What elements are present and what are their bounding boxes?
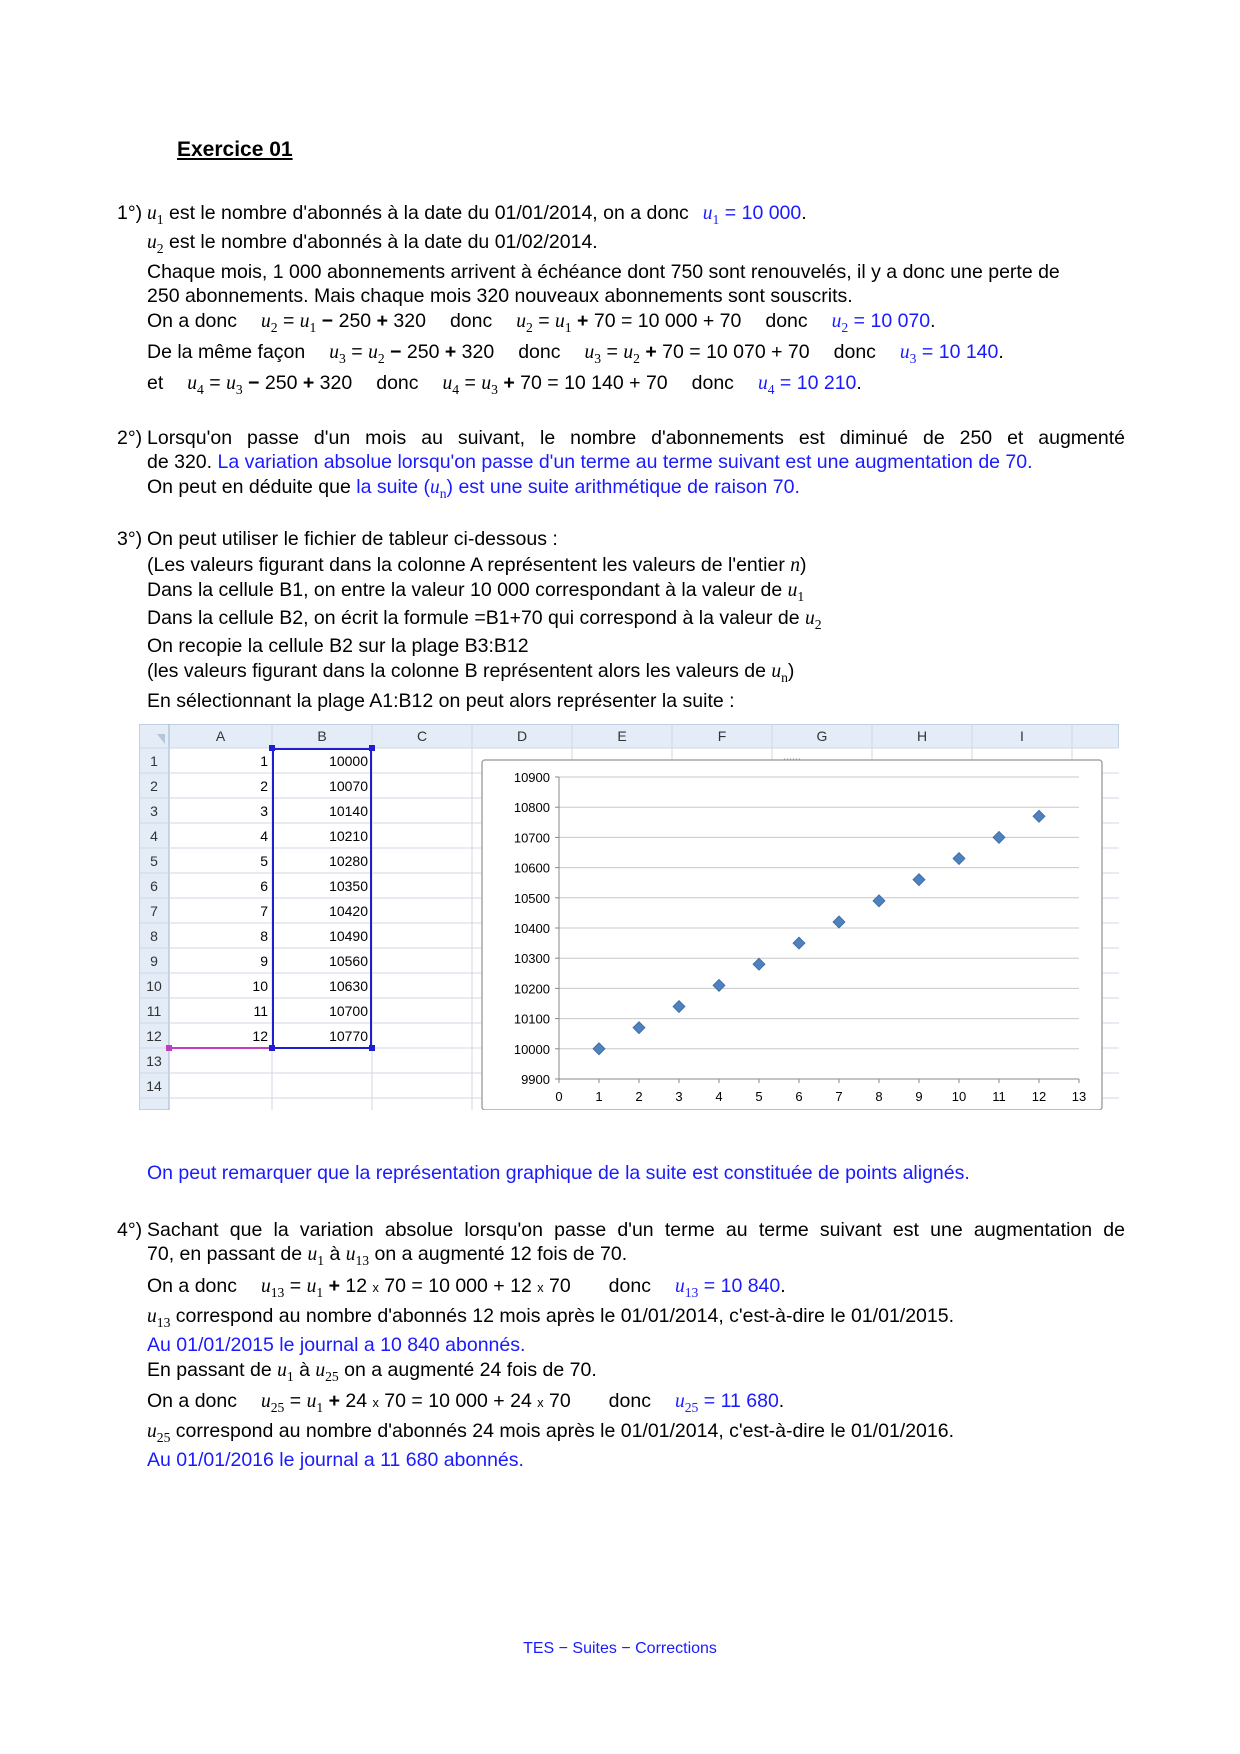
column-header-G: G (816, 728, 828, 744)
cell-a11: 11 (253, 1003, 268, 1019)
q3-line-2: (Les valeurs figurant dans la colonne A représentent les valeurs de l'entier n) (147, 554, 807, 576)
q3-number: 3°) (117, 528, 143, 550)
chart-frame (482, 760, 1102, 1110)
q1-line-4: 250 abonnements. Mais chaque mois 320 nouveaux abonnements sont souscrits. (147, 285, 853, 307)
q4-line-3: On a donc $u_{13} = u_1 + 12$ x 70 = 10 000 + 12 x 70 donc $u_{13} = 10$ 840. (147, 1275, 786, 1300)
y-tick-label: 10800 (513, 800, 550, 816)
selection-handle (269, 745, 275, 751)
row-header-8: 8 (150, 928, 158, 944)
selection-handle (369, 1045, 375, 1051)
cell-b12: 10770 (329, 1028, 368, 1044)
y-tick-label: 10100 (513, 1011, 550, 1027)
q4-line-8: $u_{25}$ correspond au nombre d'abonnés 24 mois après le 01/01/2014, c'est-à-dire le 01/01/2016. (147, 1420, 955, 1445)
spreadsheet-screenshot (139, 724, 1119, 1110)
cell-a8: 8 (260, 928, 268, 944)
cell-b5: 10280 (329, 853, 368, 869)
x-tick-label: 1 (595, 1089, 603, 1104)
y-tick-label: 10600 (513, 860, 550, 876)
column-header-C: C (416, 728, 428, 744)
x-tick-label: 7 (835, 1089, 843, 1104)
q4-line-7: On a donc $u_{25} = u_1 + 24$ x 70 = 10 000 + 24 x 70 donc $u_{25} = 11$ 680. (147, 1390, 785, 1415)
column-header-H: H (916, 728, 928, 744)
cell-b10: 10630 (329, 978, 368, 994)
q3-line-7: En sélectionnant la plage A1:B12 on peut alors représenter la suite : (147, 690, 735, 712)
q1-line-7: et $u_4 = u_3 - 250 + 320$ donc $u_4 = u_3 + 70 = 10$ 140 + 70 donc $u_4 = 10$ 210. (147, 372, 862, 397)
q1-line-1: $u_1$ est le nombre d'abonnés à la date du 01/01/2014, on a donc $u_1 = 10$ 000. (147, 202, 807, 227)
q3-line-3: Dans la cellule B1, on entre la valeur 10 000 correspondant à la valeur de $u_1$ (147, 579, 805, 604)
cell-b6: 10350 (329, 878, 368, 894)
q1-line-6: De la même façon $u_3 = u_2 - 250 + 320$ donc $u_3 = u_2 + 70 = 10$ 070 + 70 donc $u_3 = 10$ 140. (147, 341, 1004, 366)
q1-line-3: Chaque mois, 1 000 abonnements arrivent à échéance dont 750 sont renouvelés, il y a donc une perte de (147, 261, 1060, 283)
row-header-5: 5 (150, 853, 158, 869)
q2-line-3: On peut en déduite que la suite $(u_n)$ est une suite arithmétique de raison 70. (147, 476, 800, 501)
page-title: Exercice 01 (177, 138, 293, 161)
row-header-14: 14 (146, 1078, 162, 1094)
selection-handle (369, 745, 375, 751)
y-tick-label: 10000 (513, 1041, 550, 1057)
row-header-9: 9 (150, 953, 158, 969)
y-tick-label: 10700 (513, 830, 550, 846)
y-tick-label: 10300 (513, 951, 550, 967)
cell-a4: 4 (260, 828, 268, 844)
x-tick-label: 6 (795, 1089, 803, 1104)
q3-line-4: Dans la cellule B2, on écrit la formule =B1+70 qui correspond à la valeur de $u_2$ (147, 607, 822, 632)
q2-number: 2°) (117, 427, 143, 449)
x-tick-label: 4 (715, 1089, 723, 1104)
row-header-10: 10 (146, 978, 162, 994)
column-header-B: B (317, 728, 327, 744)
cell-a1: 1 (260, 753, 268, 769)
row-header-1: 1 (150, 753, 158, 769)
x-tick-label: 3 (675, 1089, 683, 1104)
q4-line-4: $u_{13}$ correspond au nombre d'abonnés 12 mois après le 01/01/2014, c'est-à-dire le 01/01/2015. (147, 1305, 955, 1330)
row-header-7: 7 (150, 903, 158, 919)
spreadsheet-svg (139, 724, 1119, 1110)
x-tick-label: 0 (555, 1089, 563, 1104)
column-header-I: I (1020, 728, 1024, 744)
q4-line-6: En passant de $u_1$ à $u_{25}$ on a augmenté 24 fois de 70. (147, 1359, 597, 1384)
x-tick-label: 8 (875, 1089, 883, 1104)
cell-b11: 10700 (329, 1003, 368, 1019)
cell-b9: 10560 (329, 953, 368, 969)
cell-b4: 10210 (329, 828, 368, 844)
row-header-3: 3 (150, 803, 158, 819)
column-header-D: D (516, 728, 528, 744)
row-header-6: 6 (150, 878, 158, 894)
cell-a5: 5 (260, 853, 268, 869)
row-header-4: 4 (150, 828, 158, 844)
cell-a12: 12 (252, 1028, 268, 1044)
q3-line-5: On recopie la cellule B2 sur la plage B3:B12 (147, 635, 529, 657)
q1-number: 1°) (117, 202, 143, 224)
q1-line-2: $u_2$ est le nombre d'abonnés à la date du 01/02/2014. (147, 231, 598, 256)
row-header-12: 12 (146, 1028, 162, 1044)
chart-resize-handle-icon: ⋯⋯ (783, 754, 801, 764)
cell-a9: 9 (260, 953, 268, 969)
q3-remark: On peut remarquer que la représentation graphique de la suite est constituée de points alignés. (147, 1162, 970, 1184)
q4-line-1: Sachant que la variation absolue lorsqu'on passe d'un terme au terme suivant est une augmentation de (147, 1219, 1125, 1241)
q2-line-2: de 320. La variation absolue lorsqu'on passe d'un terme au terme suivant est une augmentation de 70. (147, 451, 1033, 473)
cell-a6: 6 (260, 878, 268, 894)
column-header-E: E (617, 728, 627, 744)
column-header-F: F (717, 728, 727, 744)
cell-b7: 10420 (329, 903, 368, 919)
y-tick-label: 10900 (513, 770, 550, 785)
y-tick-label: 10200 (513, 981, 550, 997)
cell-a10: 10 (252, 978, 268, 994)
q4-conclusion-13: Au 01/01/2015 le journal a 10 840 abonnés. (147, 1334, 526, 1356)
q2-line-1: Lorsqu'on passe d'un mois au suivant, le nombre d'abonnements est diminué de 250 et augmenté (147, 427, 1125, 449)
row-header-11: 11 (146, 1003, 162, 1019)
cell-b8: 10490 (329, 928, 368, 944)
x-tick-label: 9 (915, 1089, 923, 1104)
selection-handle (166, 1045, 172, 1051)
q1-line-5: On a donc $u_2 = u_1 - 250 + 320$ donc $u_2 = u_1 + 70 = 10$ 000 + 70 donc $u_2 = 10$ 070. (147, 310, 936, 335)
q3-line-1: On peut utiliser le fichier de tableur ci-dessous : (147, 528, 558, 550)
q4-line-2: 70, en passant de $u_1$ à $u_{13}$ on a augmenté 12 fois de 70. (147, 1243, 628, 1268)
x-tick-label: 13 (1071, 1089, 1087, 1104)
x-tick-label: 10 (951, 1089, 967, 1104)
column-header-A: A (215, 728, 226, 744)
x-tick-label: 12 (1031, 1089, 1047, 1104)
cell-a3: 3 (260, 803, 268, 819)
x-tick-label: 2 (635, 1089, 643, 1104)
y-tick-label: 10400 (513, 921, 550, 936)
y-tick-label: 10500 (513, 890, 550, 906)
row-header-13: 13 (146, 1053, 162, 1069)
cell-b1: 10000 (329, 753, 368, 769)
cell-b2: 10070 (329, 778, 368, 794)
q4-number: 4°) (117, 1219, 143, 1241)
q4-conclusion-25: Au 01/01/2016 le journal a 11 680 abonnés. (147, 1449, 524, 1471)
cell-b3: 10140 (329, 803, 368, 819)
page-footer: TES − Suites − Corrections (523, 1640, 717, 1657)
y-tick-label: 9900 (521, 1072, 550, 1087)
x-tick-label: 11 (992, 1089, 1006, 1104)
cell-a2: 2 (260, 778, 268, 794)
x-tick-label: 5 (755, 1089, 763, 1104)
q3-line-6: (les valeurs figurant dans la colonne B représentent alors les valeurs de $u_n$) (147, 660, 795, 685)
row-header-2: 2 (150, 778, 158, 794)
cell-a7: 7 (260, 903, 268, 919)
selection-handle (269, 1045, 275, 1051)
